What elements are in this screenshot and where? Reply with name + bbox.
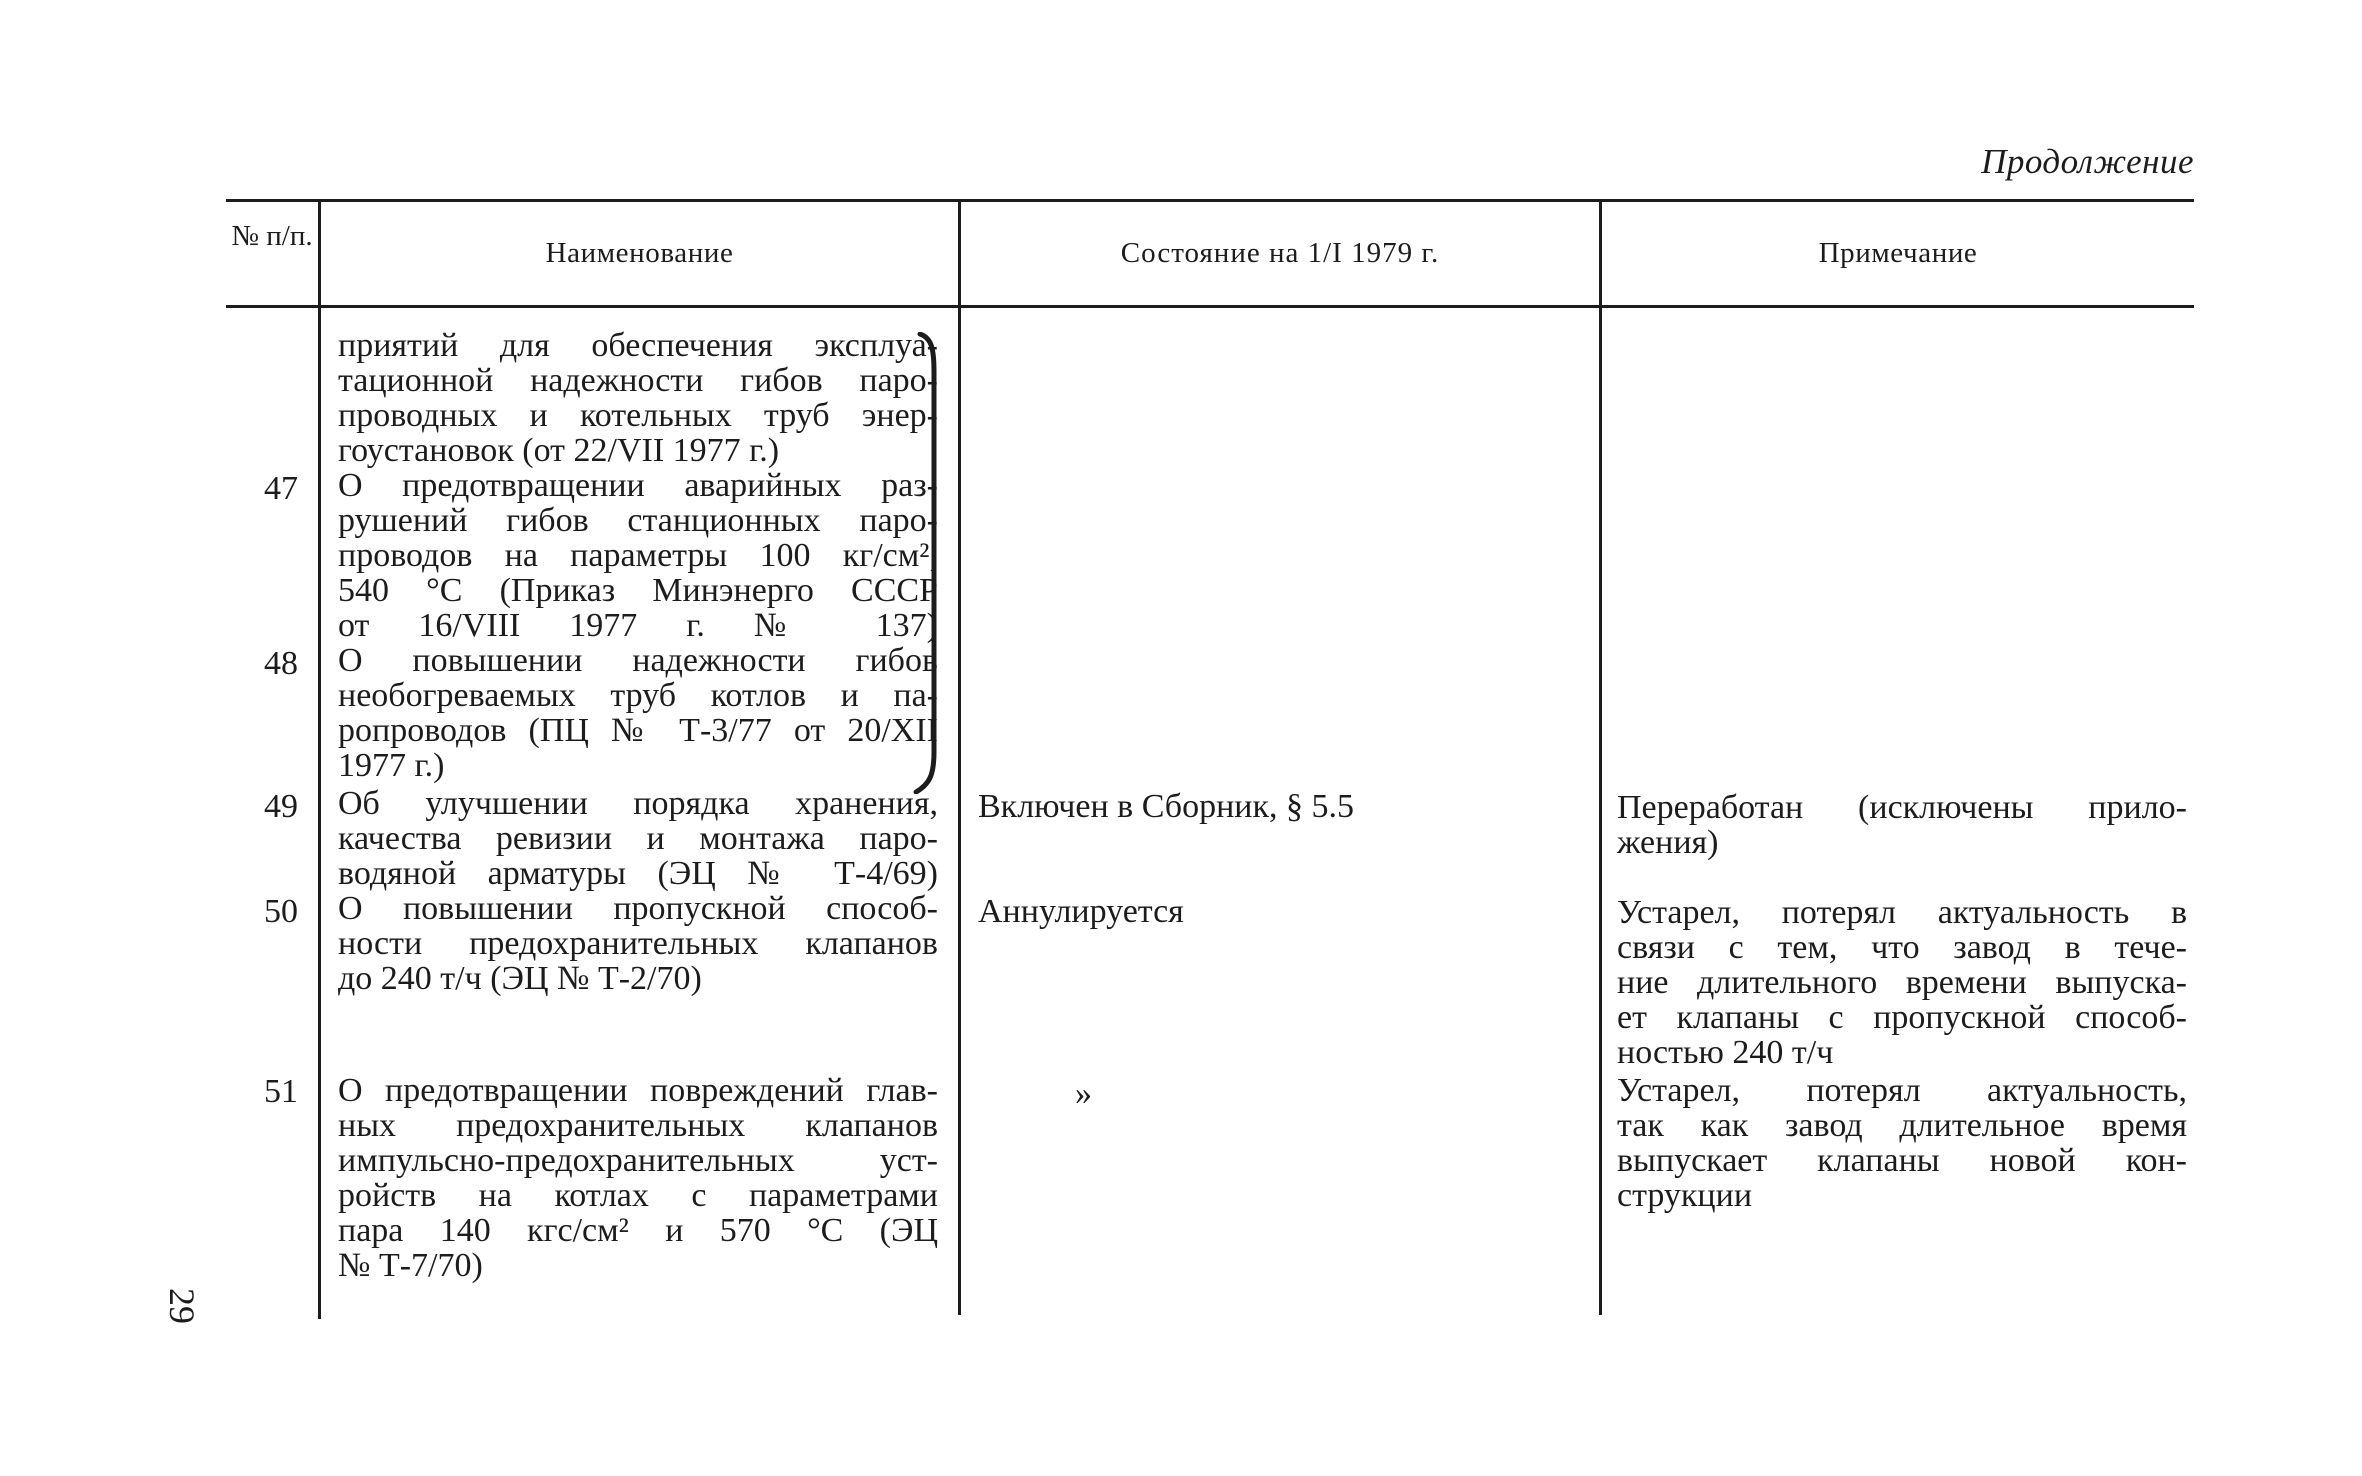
text-line: О предотвращении повреждений глав-: [338, 1072, 938, 1109]
row-name-cell: [338, 643, 938, 783]
row-number: 49: [264, 788, 298, 825]
column-divider-3: [1599, 199, 1602, 1315]
header-name: Наименование: [545, 237, 734, 269]
page-number: 29: [162, 1288, 202, 1324]
text-line: импульсно-предохранительных уст-: [338, 1142, 938, 1179]
text-line: струкции: [1617, 1177, 1753, 1214]
row-number: 48: [264, 645, 298, 682]
carryover-name-cell: [338, 328, 938, 468]
row-state-ditto: »: [1075, 1075, 1092, 1112]
row-state: Аннулируется: [978, 893, 1184, 930]
text-line: до 240 т/ч (ЭЦ № Т-2/70): [338, 960, 702, 997]
row-name-cell: [338, 1073, 938, 1283]
header-state: Состояние на 1/I 1979 г.: [1120, 237, 1440, 269]
row-number: 50: [264, 893, 298, 930]
text-line: водяной арматуры (ЭЦ № Т-4/69): [338, 855, 938, 892]
column-divider-2: [958, 199, 961, 1315]
header-number: № п/п.: [231, 220, 313, 252]
text-line: жения): [1617, 824, 1719, 861]
text-line: 540 °С (Приказ Минэнерго СССР: [338, 572, 938, 609]
row-number: 47: [264, 470, 298, 507]
text-line: рушений гибов станционных паро-: [338, 502, 938, 539]
text-line: Переработан (исключены прило-: [1617, 789, 2187, 826]
text-line: гоустановок (от 22/VII 1977 г.): [338, 432, 780, 469]
text-line: приятий для обеспечения эксплуа-: [338, 327, 938, 364]
table-top-rule: [226, 199, 2194, 202]
text-line: ройств на котлах с параметрами: [338, 1177, 938, 1214]
text-line: необогреваемых труб котлов и па-: [338, 677, 938, 714]
text-line: от 16/VIII 1977 г. № 137): [338, 607, 938, 644]
text-line: проводных и котельных труб энер-: [338, 397, 938, 434]
text-line: ностью 240 т/ч: [1617, 1034, 1834, 1071]
grouping-brace: [910, 332, 944, 794]
text-line: ние длительного времени выпуска-: [1617, 964, 2187, 1001]
text-line: ет клапаны с пропускной способ-: [1617, 999, 2187, 1036]
continuation-label: Продолжение: [1981, 142, 2194, 181]
row-note-cell: [1617, 790, 2187, 860]
header-note: Примечание: [1818, 237, 1978, 269]
row-name-cell: [338, 786, 938, 891]
text-line: № Т-7/70): [338, 1247, 483, 1284]
row-note-cell: [1617, 1073, 2187, 1213]
text-line: 1977 г.): [338, 747, 445, 784]
text-line: Об улучшении порядка хранения,: [338, 785, 938, 822]
text-line: так как завод длительное время: [1617, 1107, 2187, 1144]
text-line: О повышении надежности гибов: [338, 642, 938, 679]
table-header-rule: [226, 305, 2194, 308]
text-line: Устарел, потерял актуальность,: [1617, 1072, 2187, 1109]
row-name-cell: [338, 468, 938, 643]
text-line: связи с тем, что завод в тече-: [1617, 929, 2187, 966]
row-name-cell: [338, 891, 938, 996]
text-line: пара 140 кгс/см² и 570 °С (ЭЦ: [338, 1212, 938, 1249]
text-line: О повышении пропускной способ-: [338, 890, 938, 927]
text-line: тационной надежности гибов паро-: [338, 362, 938, 399]
text-line: ности предохранительных клапанов: [338, 925, 938, 962]
row-state: Включен в Сборник, § 5.5: [978, 788, 1355, 825]
text-line: ропроводов (ПЦ № Т-3/77 от 20/XII: [338, 712, 938, 749]
row-note-cell: [1617, 895, 2187, 1070]
text-line: проводов на параметры 100 кг/см²,: [338, 537, 938, 574]
text-line: качества ревизии и монтажа паро-: [338, 820, 938, 857]
text-line: ных предохранительных клапанов: [338, 1107, 938, 1144]
column-divider-1: [318, 199, 321, 1319]
text-line: выпускает клапаны новой кон-: [1617, 1142, 2187, 1179]
text-line: Устарел, потерял актуальность в: [1617, 894, 2187, 931]
text-line: О предотвращении аварийных раз-: [338, 467, 938, 504]
row-number: 51: [264, 1073, 298, 1110]
